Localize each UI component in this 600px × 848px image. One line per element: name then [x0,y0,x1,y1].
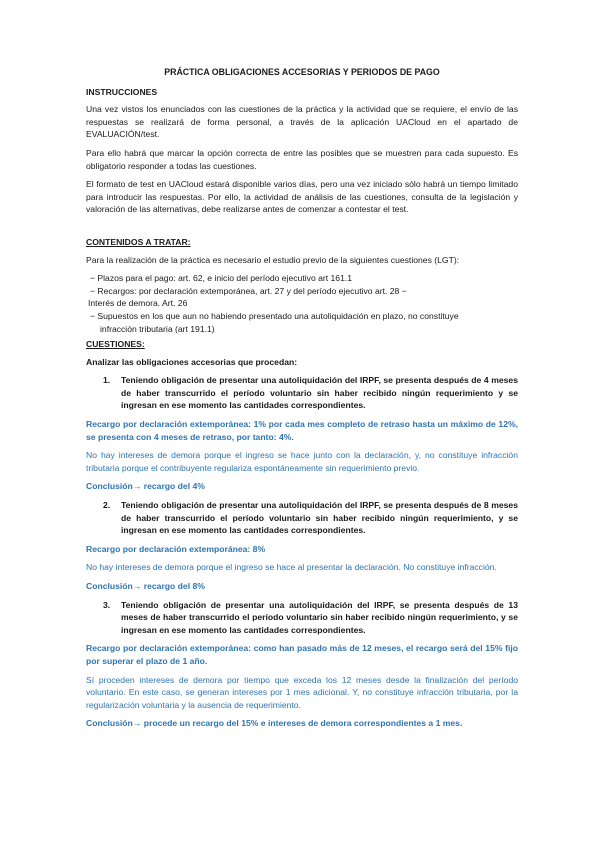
instructions-paragraph: Una vez vistos los enunciados con las cuestiones de la práctica y la actividad que se requiere, el envío de las respuestas se realizará de forma personal, a través de la aplicación UACloud en el apartado de EVALUACIÓN/test. [86,104,518,140]
document-content [86,66,518,736]
question-item [86,499,518,537]
question-item [86,599,518,637]
answer-conclusion: Conclusión→ recargo del 8% [86,581,205,591]
contents-list-item: − Plazos para el pago: art. 62, e inicio del período ejecutivo art 161.1 [90,273,353,284]
answer-paragraph: Recargo por declaración extemporánea: como han pasado más de 12 meses, el recargo será del 15% fijo por superar el plazo de 1 año. [86,643,518,666]
contents-list-item-continuation: infracción tributaria (art 191.1) [100,323,215,334]
answer-paragraph: No hay intereses de demora porque el ingreso se hace junto con la declaración, y, no constituye infracción tributaria porque el contribuyente regulariza espontáneamente sin requerimiento previo. [86,450,518,473]
document-title: PRÁCTICA OBLIGACIONES ACCESORIAS Y PERIODOS DE PAGO [164,67,440,77]
answer-paragraph: Recargo por declaración extemporánea: 8% [86,543,266,554]
contents-list-item: − Recargos: por declaración extemporánea, art. 27 y del período ejecutivo art. 28 − [90,285,407,296]
section-spacer [86,222,518,236]
answer-conclusion: Conclusión→ recargo del 4% [86,481,205,492]
questions-heading: CUESTIONES: [86,339,145,350]
question-text: Teniendo obligación de presentar una autoliquidación del IRPF, se presenta después de 8 meses de haber transcurrido el período voluntario sin haber recibido ningún requerimiento, y se ingresan en ese momento las cantidades correspondientes. [121,500,518,536]
contents-list-item-continuation: Interés de demora. Art. 26 [88,298,188,309]
questions-intro: Analizar las obligaciones accesorias que procedan: [86,356,298,367]
question-number: 3. [103,599,111,610]
question-text: Teniendo obligación de presentar una autoliquidación del IRPF, se presenta después de 4 meses de haber transcurrido el período voluntario sin haber recibido ningún requerimiento y se ingresan en ese momento las cantidades correspondientes. [121,375,518,411]
question-number: 2. [103,500,111,511]
contents-intro: Para la realización de la práctica es necesario el estudio previo de la siguientes cuestiones (LGT): [86,254,460,265]
answer-conclusion: Conclusión→ procede un recargo del 15% e intereses de demora correspondientes a 1 mes. [86,718,463,729]
question-number: 1. [103,375,111,386]
instructions-heading: INSTRUCCIONES [86,86,158,97]
contents-list [86,272,518,335]
question-item [86,374,518,412]
contents-list-item: − Supuestos en los que aun no habiendo presentado una autoliquidación en plazo, no constituye [90,310,459,321]
answer-paragraph: Recargo por declaración extemporánea: 1% por cada mes completo de retraso hasta un máximo de 12%, se presenta con 4 meses de retraso, por tanto: 4%. [86,419,518,442]
answer-paragraph: Sí proceden intereses de demora por tiempo que exceda los 12 meses desde la finalización del período voluntario. En este caso, se generan intereses por 1 mes adicional. Y, no constituye infracción tributaria, por la regularización voluntaria y la ausencia de requerimiento. [86,674,518,710]
instructions-paragraph: El formato de test en UACloud estará disponible varios días, pero una vez iniciado sólo habrá un tiempo limitado para introducir las respuestas. Por ello, la actividad de análisis de las cuestiones, consulta de la legislación y valoración de las alternativas, debe realizarse antes de comenzar a contestar el test. [86,179,518,215]
answer-paragraph: No hay intereses de demora porque el ingreso se hace al presentar la declaración. No constituye infracción. [86,562,497,573]
question-text: Teniendo obligación de presentar una autoliquidación del IRPF, se presenta después de 13 meses de haber transcurrido el período voluntario sin haber recibido ningún requerimiento, y se ingresan en ese momento las cantidades correspondientes. [121,599,518,635]
instructions-paragraph: Para ello habrá que marcar la opción correcta de entre las posibles que se muestren para cada supuesto. Es obligatorio responder a todas las cuestiones. [86,147,518,171]
contents-heading: CONTENIDOS A TRATAR: [86,236,191,247]
